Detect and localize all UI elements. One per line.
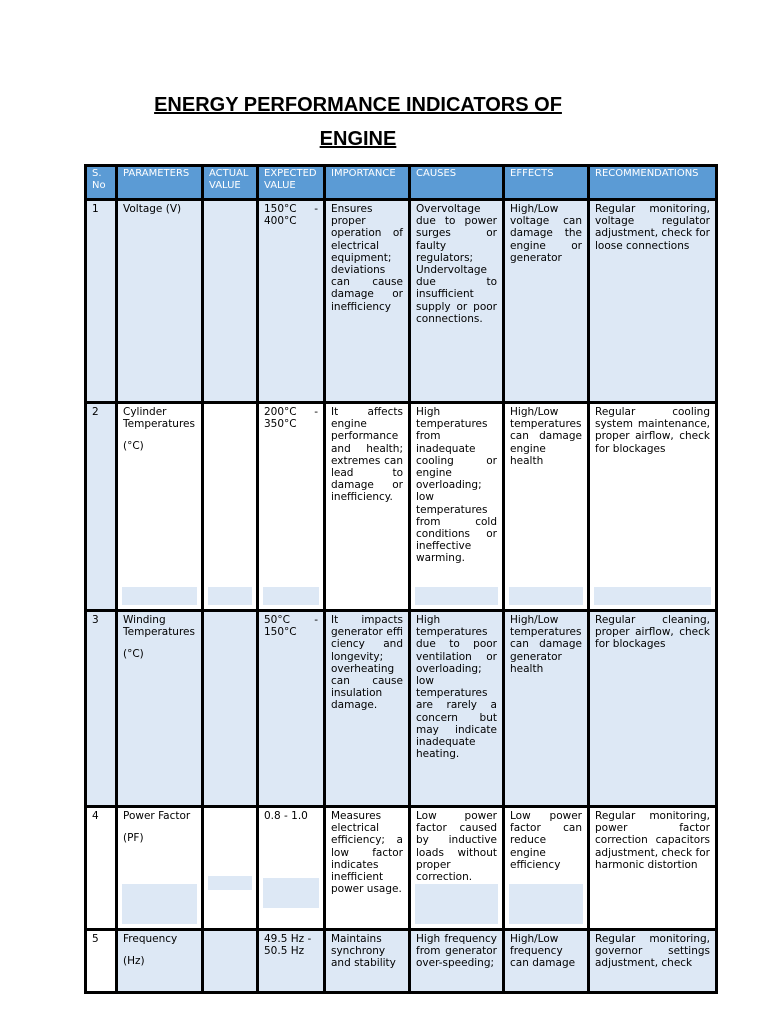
energy-indicators-table — [84, 164, 718, 994]
header-cell-parameters: PARAMETERS — [117, 166, 203, 200]
cell-effects: High/Low frequency can damage — [504, 930, 589, 993]
cell-parameter: Voltage (V) — [117, 200, 203, 403]
cell-effects: High/Low temperatures can damage engine health — [504, 403, 589, 611]
cell-importance: It impacts generator effi ciency and longevity; overheating can cause insulation damage. — [325, 611, 410, 807]
cell-parameter: Power Factor (PF) — [117, 807, 203, 930]
faint-shade-strip — [594, 587, 711, 605]
cell-recommendations: Regular monitoring, voltage regulator adjustment, check for loose connections — [589, 200, 717, 403]
cell-causes: High frequency from generator over-speeding; — [410, 930, 504, 993]
faint-shade-strip — [415, 587, 498, 605]
cell-actual-value — [203, 403, 258, 611]
cell-causes: High temperatures from inadequate cooling or engine overloading; low temperatures from cold conditions or ineffective warming. — [410, 403, 504, 611]
cell-sno: 2 — [86, 403, 117, 611]
cell-effects: Low power factor can reduce engine efficiency — [504, 807, 589, 930]
title-line-1: ENERGY PERFORMANCE INDICATORS OF — [154, 94, 562, 116]
cell-causes: High temperatures due to poor ventilation or overloading; low temperatures are rarely a concern but may indicate inadequate heating. — [410, 611, 504, 807]
cell-sno: 3 — [86, 611, 117, 807]
faint-shade-strip — [263, 878, 319, 908]
cell-sno: 4 — [86, 807, 117, 930]
table-row — [86, 930, 717, 993]
cell-causes: Overvoltage due to power surges or faulty regulators; Undervoltage due to insufficient supply or poor connections. — [410, 200, 504, 403]
header-cell-sno: S. No — [86, 166, 117, 200]
cell-importance: It affects engine performance and health; extremes can lead to damage or inefficiency. — [325, 403, 410, 611]
cell-importance: Maintains synchrony and stability — [325, 930, 410, 993]
faint-shade-strip — [263, 587, 319, 605]
table-row — [86, 807, 717, 930]
cell-recommendations: Regular cleaning, proper airflow, check for blockages — [589, 611, 717, 807]
header-cell-actual-value: ACTUAL VALUE — [203, 166, 258, 200]
cell-expected-value: 0.8 - 1.0 — [258, 807, 325, 930]
cell-actual-value — [203, 930, 258, 993]
cell-actual-value — [203, 611, 258, 807]
cell-expected-value: 50°C - 150°C — [258, 611, 325, 807]
cell-expected-value: 150°C - 400°C — [258, 200, 325, 403]
title-line-2: ENGINE — [319, 128, 397, 150]
cell-parameter: Frequency (Hz) — [117, 930, 203, 993]
header-cell-recommendations: RECOMMENDATIONS — [589, 166, 717, 200]
faint-shade-strip — [122, 884, 197, 924]
header-cell-causes: CAUSES — [410, 166, 504, 200]
document-title — [0, 88, 716, 156]
cell-causes: Low power factor caused by inductive loads without proper correction. — [410, 807, 504, 930]
cell-actual-value — [203, 200, 258, 403]
cell-parameter: Cylinder Temperatures (°C) — [117, 403, 203, 611]
faint-shade-strip — [208, 876, 252, 890]
cell-actual-value — [203, 807, 258, 930]
table-row — [86, 200, 717, 403]
cell-importance: Measures electrical efficiency; a low factor indicates inefficient power usage. — [325, 807, 410, 930]
cell-recommendations: Regular cooling system maintenance, proper airflow, check for blockages — [589, 403, 717, 611]
cell-sno: 1 — [86, 200, 117, 403]
faint-shade-strip — [122, 587, 197, 605]
cell-sno: 5 — [86, 930, 117, 993]
table-row — [86, 403, 717, 611]
header-cell-effects: EFFECTS — [504, 166, 589, 200]
faint-shade-strip — [415, 884, 498, 924]
cell-recommendations: Regular monitoring, governor settings adjustment, check — [589, 930, 717, 993]
cell-effects: High/Low voltage can damage the engine or generator — [504, 200, 589, 403]
faint-shade-strip — [509, 884, 583, 924]
cell-expected-value: 200°C - 350°C — [258, 403, 325, 611]
header-cell-importance: IMPORTANCE — [325, 166, 410, 200]
table-row — [86, 611, 717, 807]
cell-importance: Ensures proper operation of electrical equipment; deviations can cause damage or inefficiency — [325, 200, 410, 403]
cell-expected-value: 49.5 Hz - 50.5 Hz — [258, 930, 325, 993]
faint-shade-strip — [509, 587, 583, 605]
cell-effects: High/Low temperatures can damage generator health — [504, 611, 589, 807]
cell-parameter: Winding Temperatures (°C) — [117, 611, 203, 807]
cell-recommendations: Regular monitoring, power factor correction capacitors adjustment, check for harmonic distortion — [589, 807, 717, 930]
faint-shade-strip — [208, 587, 252, 605]
header-cell-expected-value: EXPECTED VALUE — [258, 166, 325, 200]
table-header-row — [86, 166, 717, 200]
